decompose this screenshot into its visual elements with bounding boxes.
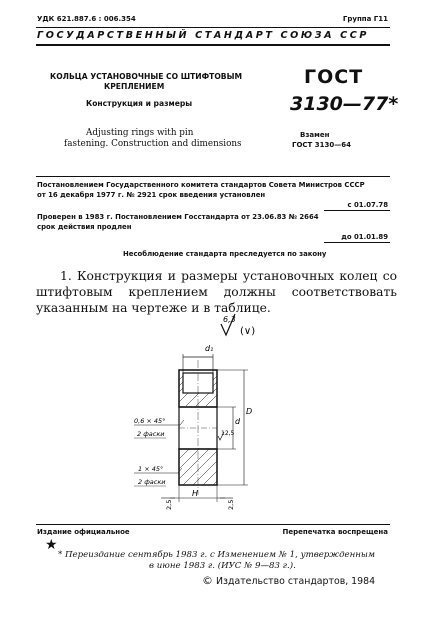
ru-title-line-1: КОЛЬЦА УСТАНОВОЧНЫЕ СО ШТИФТОВЫМ xyxy=(50,72,243,81)
legal-warning: Несоблюдение стандарта преследуется по закону xyxy=(123,250,327,258)
dim-right: 2,5 xyxy=(227,499,235,510)
decree-line-4: срок действия продлен xyxy=(37,223,132,231)
dim-left: 2,5 xyxy=(165,499,173,510)
reissue-note-line-1: * Переиздание сентябрь 1983 г. с Изменением № 1, утвержденным xyxy=(58,550,376,560)
decree-date-2: до 01.01.89 xyxy=(341,233,388,241)
en-title-line-1: Adjusting rings with pin xyxy=(86,128,194,138)
body-paragraph: 1. Конструкция и размеры установочных колец со штифтовым креплением должны соответствовать указанным на чертеже и в таблице. xyxy=(36,269,397,315)
copyright-icon: © xyxy=(202,574,213,587)
roughness-inner: 12,5 xyxy=(221,430,235,437)
group-code: Группа Г11 xyxy=(342,15,388,23)
roughness-other: (∨) xyxy=(240,326,256,337)
decree-line-2: от 16 декабря 1977 г. № 2921 срок введения установлен xyxy=(37,191,266,199)
replaces-value: ГОСТ 3130—64 xyxy=(292,141,351,149)
d-label: d xyxy=(235,417,241,426)
footer-divider xyxy=(36,524,390,525)
chamfer1-note: 2 фаски xyxy=(137,430,165,438)
roughness-value: 6,3 xyxy=(223,315,236,324)
ru-subtitle: Конструкция и размеры xyxy=(86,99,193,108)
decree-line-1: Постановлением Государственного комитета стандартов Совета Министров СССР xyxy=(37,181,365,189)
ring-drawing xyxy=(120,310,360,515)
replaces-label: Взамен xyxy=(300,131,330,139)
copyright-text: Издательство стандартов, 1984 xyxy=(216,576,376,587)
en-title-line-2: fastening. Construction and dimensions xyxy=(64,139,242,149)
date1-underline xyxy=(324,210,390,211)
chamfer2-dim: 1 × 45° xyxy=(138,465,164,473)
date2-underline xyxy=(324,242,390,243)
ru-title-line-2: КРЕПЛЕНИЕМ xyxy=(104,82,165,91)
reprint-label: Перепечатка воспрещена xyxy=(282,528,388,536)
H-label: H xyxy=(192,489,199,498)
decree-divider xyxy=(36,176,390,177)
chamfer2-note: 2 фаски xyxy=(138,478,166,486)
star-icon: ★ xyxy=(45,537,58,553)
d1-label: d₁ xyxy=(205,344,214,353)
header-divider-bottom xyxy=(36,44,390,46)
D-label: D xyxy=(246,407,253,416)
header-divider-top xyxy=(36,27,390,28)
chamfer1-dim: 0,6 × 45° xyxy=(134,417,166,425)
decree-date-1: с 01.07.78 xyxy=(347,201,388,209)
udk-code: УДК 621.887.6 : 006.354 xyxy=(37,15,136,23)
decree-line-3: Проверен в 1983 г. Постановлением Госстандарта от 23.06.83 № 2664 xyxy=(37,213,319,221)
gost-label: ГОСТ xyxy=(304,66,364,88)
edition-label: Издание официальное xyxy=(37,528,130,536)
gost-number: 3130—77* xyxy=(290,93,399,115)
standard-banner: ГОСУДАРСТВЕННЫЙ СТАНДАРТ СОЮЗА ССР xyxy=(37,30,370,41)
reissue-note-line-2: в июне 1983 г. (ИУС № 9—83 г.). xyxy=(149,561,296,571)
